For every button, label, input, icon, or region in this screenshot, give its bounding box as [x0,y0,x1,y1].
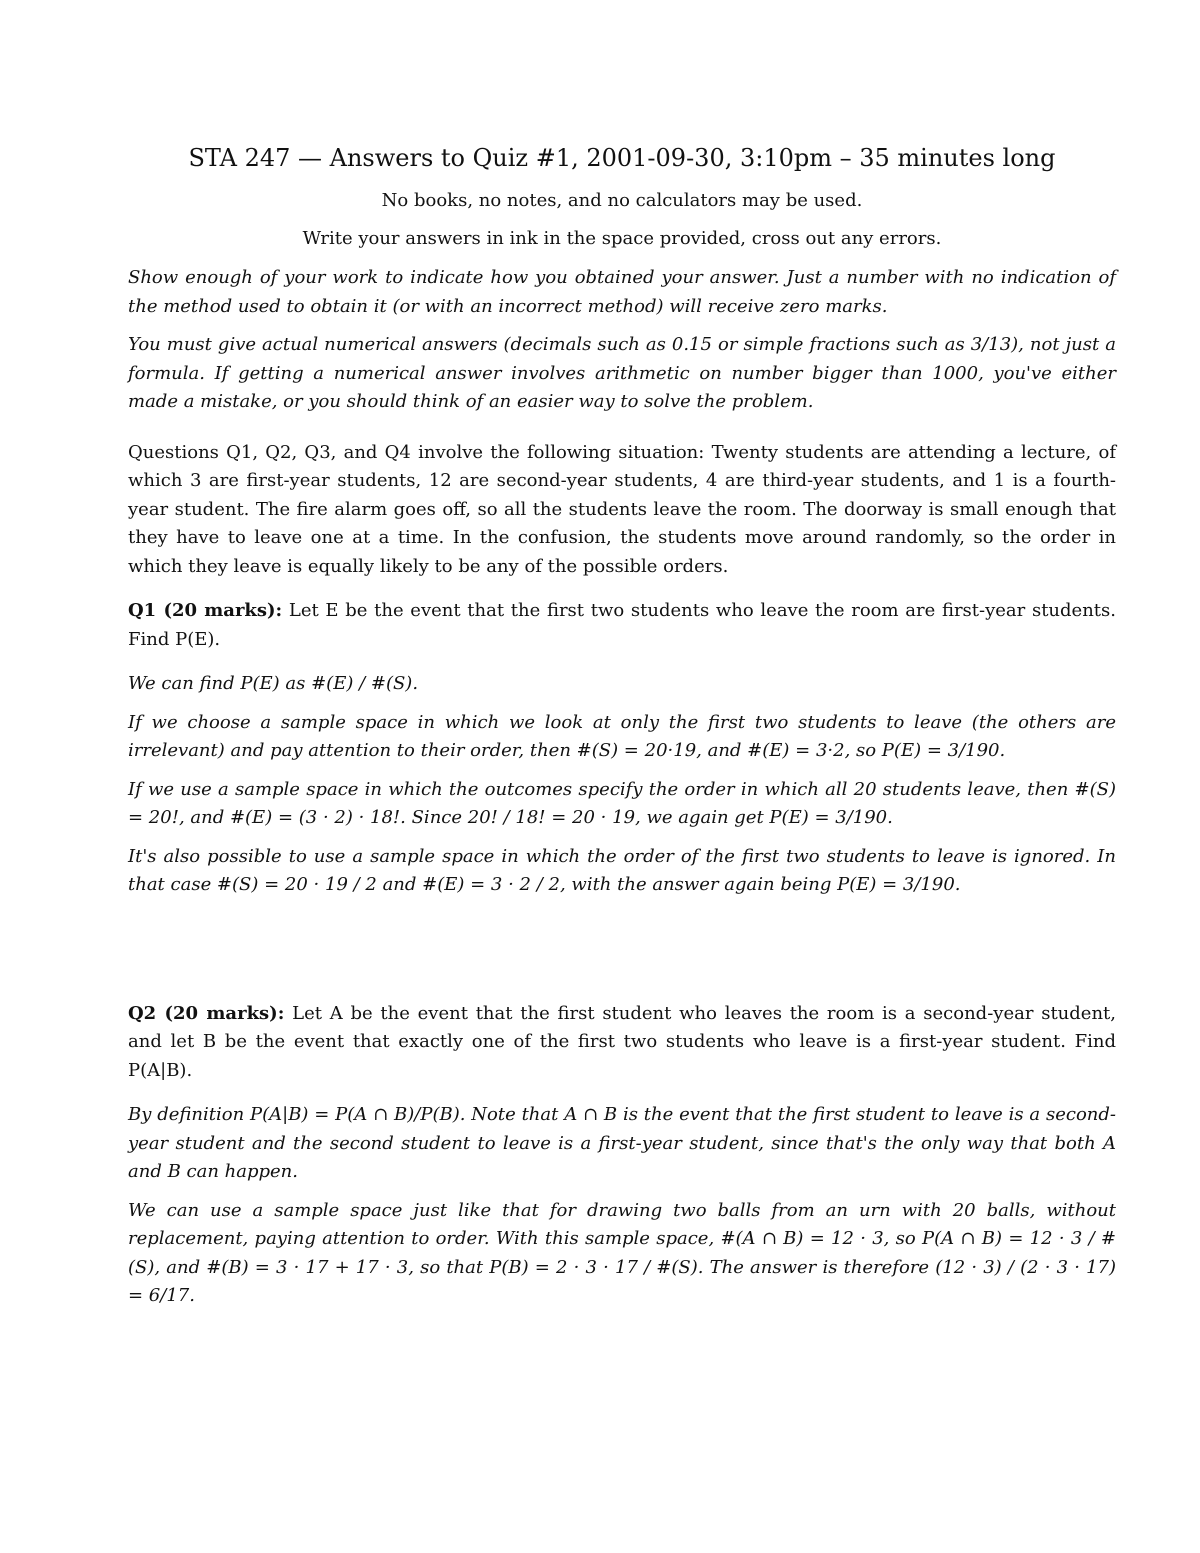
q1-answer-1: We can find P(E) as #(E) / #(S). [128,673,419,694]
rules-line-2: Write your answers in ink in the space provided, cross out any errors. [302,228,942,249]
quiz-page [128,140,1116,1311]
instruction-show-work: Show enough of your work to indicate how you obtained your answer. Just a number with no indication of the method used to obtain it (or with an incorrect method) will receive zero marks. [128,267,1116,317]
rules-line-1: No books, no notes, and no calculators may be used. [381,190,863,211]
q1-answer-4: It's also possible to use a sample space in which the order of the first two students to leave is ignored. In that case #(S) = 20 · 19 / 2 and #(E) = 3 · 2 / 2, with the answer again being P(E) = 3/190. [128,845,1116,895]
page-title: STA 247 — Answers to Quiz #1, 2001-09-30, 3:10pm – 35 minutes long [188,144,1056,172]
q2-question [128,1000,1116,1086]
situation-paragraph: Questions Q1, Q2, Q3, and Q4 involve the following situation: Twenty students are attending a lecture, of which 3 are first-year students, 12 are second-year students, 4 are third-year students, and 1 is a fourth-year student. The fire alarm goes off, so all the students leave the room. The doorway is small enough that they have to leave one at a time. In the confusion, the students move around randomly, so the order in which they leave is equally likely to be any of the possible orders. [128,441,1116,577]
q1-answer-2: If we choose a sample space in which we look at only the first two students to leave (the others are irrelevant) and pay attention to their order, then #(S) = 20·19, and #(E) = 3·2, so P(E) = 3/190. [128,711,1116,761]
instruction-numerical: You must give actual numerical answers (decimals such as 0.15 or simple fractions such as 3/13), not just a formula. If getting a numerical answer involves arithmetic on number bigger than 1000, you've either made a mistake, or you should think of an easier way to solve the problem. [128,334,1116,412]
q2-question-text: Let A be the event that the first student who leaves the room is a second-year student, and let B be the event that exactly one of the first two students who leave is a first-year student. Find P(A|B). [128,1002,1116,1081]
q1-label: Q1 (20 marks): [128,600,283,621]
q1-question-text: Let E be the event that the first two students who leave the room are first-year students. Find P(E). [128,600,1116,650]
q2-label: Q2 (20 marks): [128,1002,285,1024]
q2-answer-1: By definition P(A|B) = P(A ∩ B)/P(B). Note that A ∩ B is the event that the first student to leave is a second-year student and the second student to leave is a first-year student, since that's the only way that both A and B can happen. [128,1104,1116,1182]
q1-answer-3: If we use a sample space in which the outcomes specify the order in which all 20 students leave, then #(S) = 20!, and #(E) = (3 · 2) · 18!. Since 20! / 18! = 20 · 19, we again get P(E) = 3/190. [128,778,1116,828]
q2-answer-2: We can use a sample space just like that for drawing two balls from an urn with 20 balls, without replacement, paying attention to order. With this sample space, #(A ∩ B) = 12 · 3, so P(A ∩ B) = 12 · 3 / #(S), and #(B) = 3 · 17 + 17 · 3, so that P(B) = 2 · 3 · 17 / #(S). The answer is therefore (12 · 3) / (2 · 3 · 17) = 6/17. [128,1199,1116,1306]
q1-question [128,597,1116,654]
